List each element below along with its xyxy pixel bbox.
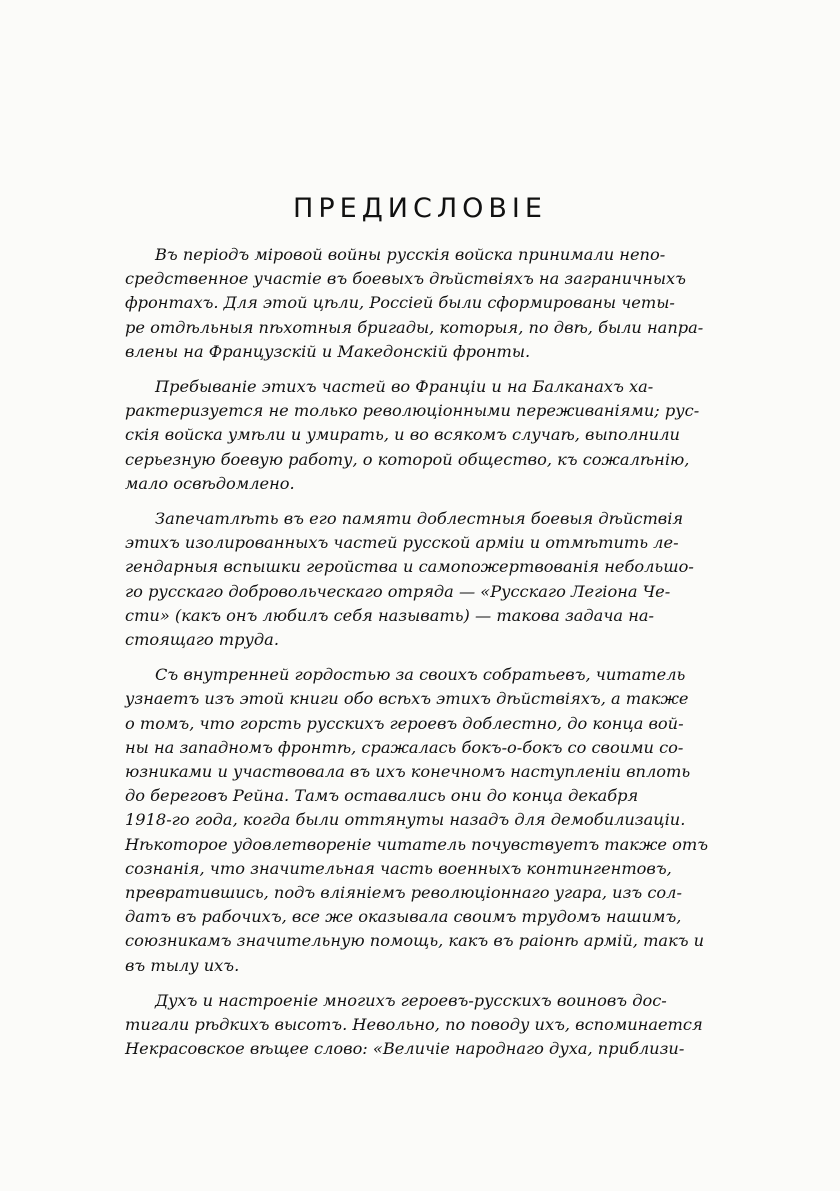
text-line: Духъ и настроенiе многихъ героевъ-русскихъ воиновъ дос- — [155, 990, 667, 1010]
text-line: до береговъ Рейна. Тамъ оставались они до конца декабря — [125, 786, 639, 806]
paragraph-3 — [125, 507, 754, 652]
text-line: средственное участiе въ боевыхъ дѣйствiяхъ на заграничныхъ — [125, 269, 686, 289]
text-line: фронтахъ. Для этой цѣли, Россiей были сформированы четы- — [125, 293, 675, 313]
text-line: рактеризуется не только революцiонными переживанiями; рус- — [125, 401, 700, 421]
text-line: скiя войска умѣли и умирать, и во всякомъ случаѣ, выполнили — [125, 425, 680, 445]
text-line: стоящаго труда. — [125, 630, 279, 650]
text-line: го русскаго добровольческаго отряда — «Русскаго Легiона Че- — [125, 581, 671, 601]
text-line: союзникамъ значительную помощь, какъ въ раiонѣ армiй, такъ и — [125, 931, 705, 951]
text-line: датъ въ рабочихъ, все же оказывала своимъ трудомъ нашимъ, — [125, 907, 682, 927]
text-line: Запечатлѣть въ его памяти доблестныя боевыя дѣйствiя — [155, 509, 684, 529]
text-line: влены на Французскiй и Македонскiй фронты. — [125, 341, 531, 361]
text-line: Некрасовское вѣщее слово: «Величiе народнаго духа, приблизи- — [125, 1039, 685, 1059]
text-line: 1918-го года, когда были оттянуты назадъ для демобилизацiи. — [125, 810, 686, 830]
text-line: гендарныя вспышки геройства и самопожертвованiя небольшо- — [125, 557, 694, 577]
text-line: тигали рѣдкихъ высотъ. Невольно, по поводу ихъ, вспоминается — [125, 1015, 703, 1035]
text-line: о томъ, что горсть русскихъ героевъ доблестно, до конца вой- — [125, 713, 684, 733]
text-line: узнаетъ изъ этой книги обо всѣхъ этихъ дѣйствiяхъ, а также — [125, 689, 689, 709]
text-line: превратившись, подъ влiянiемъ революцiоннаго угара, изъ сол- — [125, 883, 682, 903]
text-line: сти» (какъ онъ любилъ себя называть) — такова задача на- — [125, 605, 654, 625]
text-line: сознанiя, что значительная часть военныхъ контингентовъ, — [125, 858, 672, 878]
page-title: ПРЕДИСЛОВIЕ — [293, 193, 547, 224]
text-line: мало освѣдомлено. — [125, 473, 295, 493]
paragraph-5 — [125, 989, 754, 1062]
text-line: ре отдѣльныя пѣхотныя бригады, которыя, по двѣ, были напра- — [125, 317, 704, 337]
text-line: Нѣкоторое удовлетворенiе читатель почувствуетъ также отъ — [125, 834, 708, 854]
text-line: серьезную боевую работу, о которой общество, къ сожалѣнiю, — [125, 449, 690, 469]
text-line: въ тылу ихъ. — [125, 955, 240, 975]
paragraph-2 — [125, 375, 754, 496]
text-line: Съ внутренней гордостью за своихъ собратьевъ, читатель — [155, 665, 686, 685]
paragraph-1 — [125, 243, 754, 364]
preface-body — [125, 243, 754, 1073]
text-line: ны на западномъ фронтѣ, сражалась бокъ-о-бокъ со своими со- — [125, 737, 684, 757]
text-line: Въ перiодъ мiровой войны русскiя войска принимали непо- — [155, 245, 666, 264]
paragraph-4 — [125, 663, 754, 978]
text-line: Пребыванiе этихъ частей во Францiи и на Балканахъ ха- — [155, 377, 654, 397]
text-line: юзниками и участвовала въ ихъ конечномъ наступленiи вплоть — [125, 762, 691, 782]
text-line: этихъ изолированныхъ частей русской армiи и отмѣтить ле- — [125, 533, 679, 553]
